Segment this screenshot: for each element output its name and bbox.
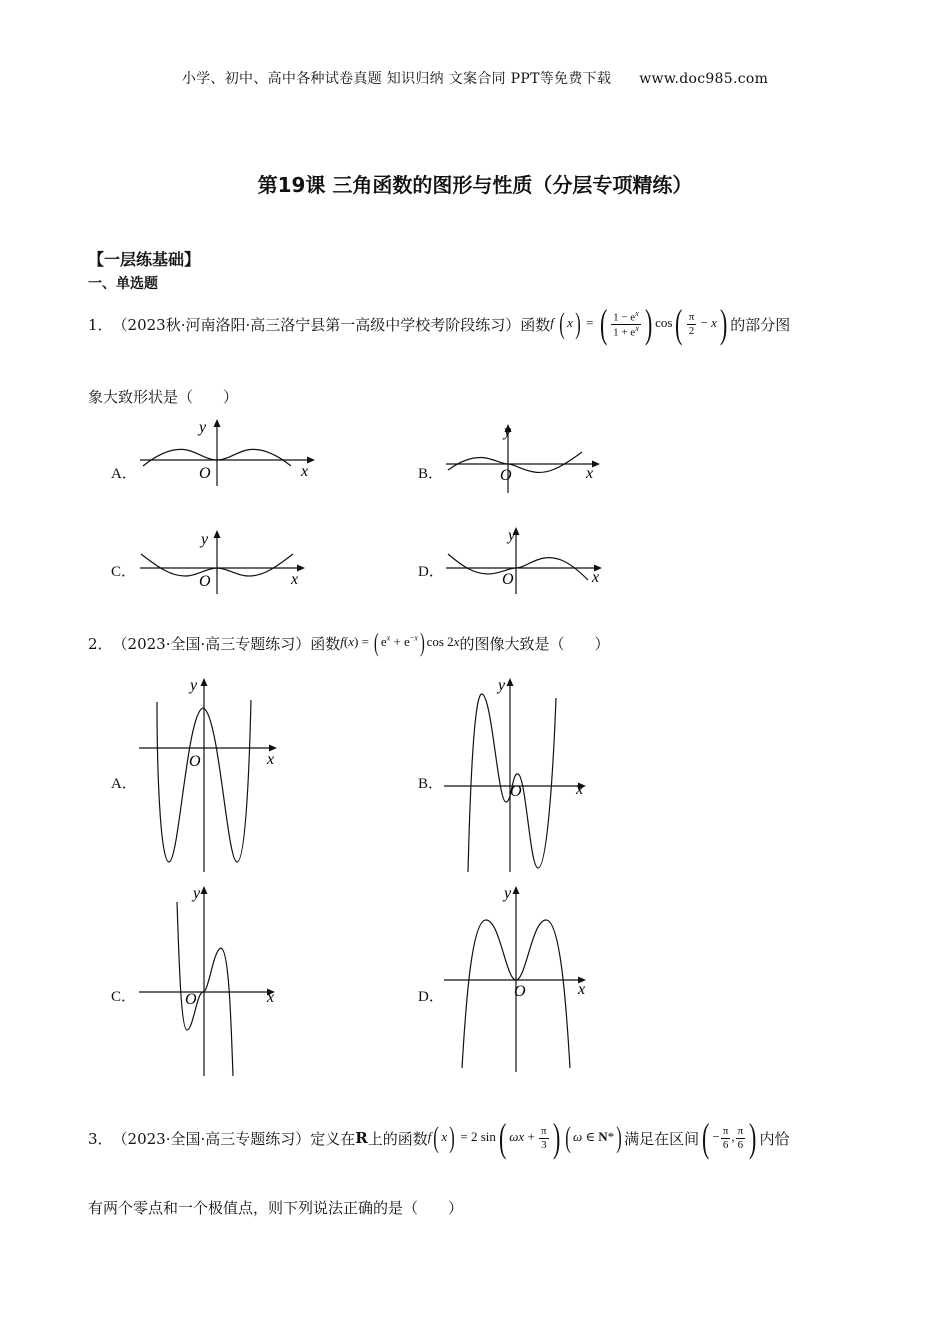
x-label: x	[301, 463, 309, 480]
x-label: x	[267, 989, 275, 1006]
x-label: x	[291, 571, 299, 588]
q2-source: （2023·全国·高三专题练习）函数	[112, 634, 341, 653]
q2-option-c-label[interactable]: C．	[111, 989, 137, 1005]
x-label: x	[576, 781, 584, 798]
x-arrow	[592, 461, 600, 468]
q3-formula: f( x) = 2 sin( ωx + $\frac{\pi}{3}$ ) ( ω ∈ N*)	[427, 1115, 622, 1160]
x-label: x	[578, 981, 586, 998]
q2-graph-b[interactable]	[440, 672, 595, 877]
q2-number: 2．	[88, 634, 113, 653]
y-label: y	[498, 677, 506, 694]
page-header	[0, 68, 950, 88]
q1-number: 1．	[88, 315, 113, 334]
x-arrow	[307, 457, 315, 464]
q3-mid: 上的函数	[367, 1129, 428, 1148]
y-label: y	[199, 419, 207, 436]
q1-after: 的部分图	[730, 315, 791, 334]
y-label: y	[201, 531, 209, 548]
q3-set-r: R	[355, 1129, 368, 1147]
q3-after: 满足在区间	[624, 1129, 700, 1148]
q1-option-a-label[interactable]: A．	[111, 466, 137, 482]
y-arrow	[513, 886, 520, 894]
origin-label: O	[510, 783, 522, 800]
q1-graph-d[interactable]	[442, 520, 612, 600]
curve	[448, 452, 582, 472]
x-arrow	[297, 565, 305, 572]
y-label: y	[504, 885, 512, 902]
x-label: x	[586, 465, 594, 482]
header-text: 小学、初中、高中各种试卷真题 知识归纳 文案合同 PPT等免费下载	[181, 71, 612, 87]
curve	[448, 554, 588, 580]
y-arrow	[214, 530, 221, 538]
q2-after: 的图像大致是（ ）	[459, 634, 610, 653]
y-label: y	[508, 527, 516, 544]
origin-label: O	[514, 983, 526, 1000]
y-label: y	[190, 677, 198, 694]
x-label: x	[592, 569, 600, 586]
y-arrow	[201, 678, 208, 686]
q1-line-2: 象大致形状是（ ）	[88, 388, 239, 406]
origin-label: O	[500, 467, 512, 484]
q1-option-c-label[interactable]: C．	[111, 564, 137, 580]
y-arrow	[201, 886, 208, 894]
section-heading: 一、单选题	[88, 276, 158, 292]
q1-option-d-label[interactable]: D．	[418, 564, 444, 580]
origin-label: O	[502, 571, 514, 588]
y-arrow	[214, 419, 221, 427]
origin-label: O	[199, 573, 211, 590]
q2-graph-a[interactable]	[135, 672, 285, 877]
level-heading: 【一层练基础】	[88, 250, 201, 269]
page-title: 第19课 三角函数的图形与性质（分层专项精练）	[257, 173, 693, 197]
q2-option-b-label[interactable]: B．	[418, 776, 444, 792]
q1-graph-b[interactable]	[442, 418, 612, 498]
y-label: y	[193, 885, 201, 902]
x-label: x	[267, 751, 275, 768]
q1-graph-a[interactable]	[135, 412, 320, 492]
q2-formula: f(x) = ( $e^x + e^{-x}$) cos 2x	[340, 628, 460, 657]
q1-formula: f ( x) = ( $\frac{1 - e^x}{1 + e^x}$ ) cos( $\frac{\pi}{2}$ − x)	[550, 301, 728, 346]
q1-option-b-label[interactable]: B．	[418, 466, 444, 482]
q3-source: （2023·全国·高三专题练习）定义在	[112, 1129, 356, 1148]
q3-line-2: 有两个零点和一个极值点，则下列说法正确的是（ ）	[88, 1199, 464, 1217]
curve	[177, 902, 233, 1076]
header-site-link[interactable]: www.doc985.com	[639, 71, 769, 87]
question-3-line-1	[88, 1116, 790, 1160]
q2-option-a-label[interactable]: A．	[111, 776, 137, 792]
q2-option-d-label[interactable]: D．	[418, 989, 444, 1005]
y-label: y	[504, 423, 512, 440]
q2-graph-c[interactable]	[135, 880, 285, 1080]
q1-graph-c[interactable]	[135, 522, 315, 602]
q3-interval: ( − $\frac{\pi}{6}$ , $\frac{\pi}{6}$ )	[702, 1115, 757, 1160]
y-arrow	[507, 678, 514, 686]
question-1-line-1	[88, 302, 790, 346]
q2-graph-d[interactable]	[440, 880, 595, 1075]
question-2-line	[88, 626, 609, 660]
origin-label: O	[199, 465, 211, 482]
origin-label: O	[189, 753, 201, 770]
q3-number: 3．	[88, 1129, 113, 1148]
q1-source: （2023秋·河南洛阳·高三洛宁县第一高级中学校考阶段练习）函数	[112, 315, 551, 334]
q3-after-2: 内恰	[759, 1129, 790, 1148]
origin-label: O	[185, 991, 197, 1008]
